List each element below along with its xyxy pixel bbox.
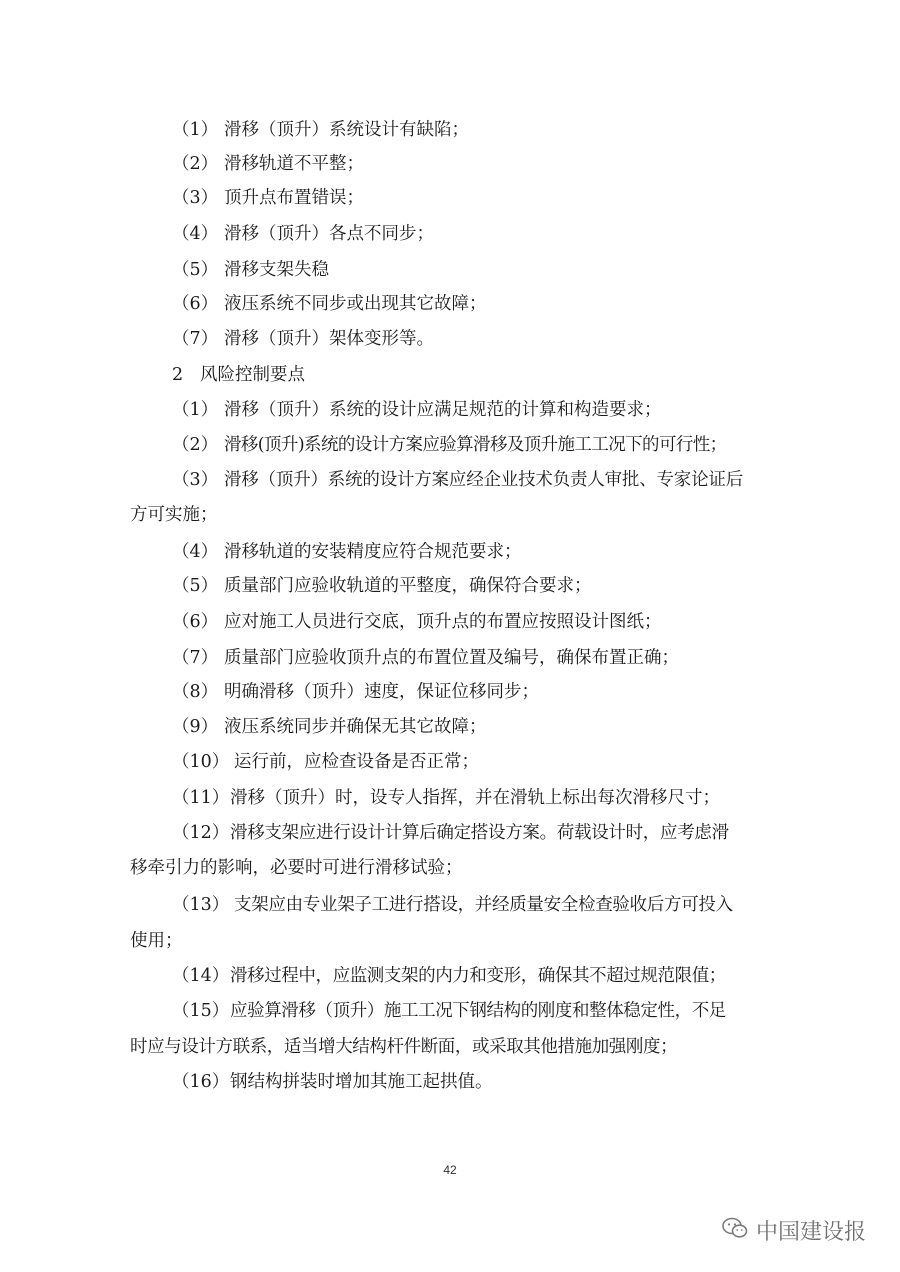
list-item	[172, 258, 329, 282]
section-number: 2	[172, 365, 184, 385]
item-text: 滑移(顶升)系统的设计方案应验算滑移及顶升施工工况下的可行性；	[224, 435, 727, 455]
item-text: 滑移轨道的安装精度应符合规范要求；	[224, 542, 522, 562]
item-text: 移牵引力的影响，必要时可进行滑移试验；	[130, 858, 463, 878]
list-item	[172, 433, 727, 457]
item-text: 方可实施；	[130, 505, 218, 525]
item-text: 明确滑移（顶升）速度，保证位移同步；	[224, 682, 539, 702]
item-text: 质量部门应验收顶升点的布置位置及编号，确保布置正确；	[224, 648, 679, 668]
item-text: 滑移（顶升）架体变形等。	[224, 329, 434, 349]
list-item	[172, 646, 679, 670]
list-item	[172, 893, 733, 917]
item-text: 应验算滑移（顶升）施工工况下钢结构的刚度和整体稳定性，不足	[230, 1001, 726, 1021]
item-number: （2）	[172, 154, 219, 174]
item-number: （6）	[172, 612, 219, 632]
list-item	[172, 964, 726, 988]
item-number: （12）	[172, 823, 230, 843]
item-text: 滑移（顶升）各点不同步；	[224, 224, 434, 244]
list-item-continuation	[130, 503, 218, 527]
item-number: （11）	[172, 788, 230, 808]
item-text: 滑移（顶升）时，设专人指挥，并在滑轨上标出每次滑移尺寸；	[230, 788, 720, 808]
item-text: 顶升点布置错误；	[224, 188, 364, 208]
list-item	[172, 821, 729, 845]
item-text: 滑移支架应进行设计计算后确定搭设方案。荷载设计时，应考虑滑	[230, 823, 729, 843]
watermark-text: 中国建设报	[756, 1220, 867, 1245]
item-number: （4）	[172, 224, 219, 244]
list-item	[172, 398, 662, 422]
list-item	[172, 574, 592, 598]
item-number: （3）	[172, 470, 219, 490]
list-item	[172, 999, 726, 1023]
list-item	[172, 610, 662, 634]
item-number: （2）	[172, 435, 219, 455]
item-text: 质量部门应验收轨道的平整度，确保符合要求；	[224, 576, 592, 596]
item-text: 液压系统同步并确保无其它故障；	[224, 717, 487, 737]
item-text: 液压系统不同步或出现其它故障；	[224, 294, 487, 314]
list-item	[172, 222, 434, 246]
item-text: 滑移轨道不平整；	[224, 154, 364, 174]
item-number: （14）	[172, 966, 230, 986]
list-item	[172, 292, 487, 316]
item-number: （16）	[172, 1072, 230, 1092]
item-number: （5）	[172, 576, 219, 596]
list-item-continuation	[130, 1035, 677, 1059]
item-number: （15）	[172, 1001, 230, 1021]
item-text: 使用；	[130, 931, 183, 951]
list-item-continuation	[130, 856, 463, 880]
item-number: （9）	[172, 717, 219, 737]
item-text: 钢结构拼装时增加其施工起拱值。	[230, 1072, 493, 1092]
list-item	[172, 680, 539, 704]
page-number: 42	[443, 1163, 457, 1177]
item-number: （8）	[172, 682, 219, 702]
item-number: （7）	[172, 648, 219, 668]
wechat-icon	[722, 1217, 756, 1245]
list-item	[172, 750, 479, 774]
item-text: 滑移（顶升）系统的设计方案应经企业技术负责人审批、专家论证后	[224, 470, 743, 490]
section-heading	[172, 363, 305, 387]
item-text: 滑移支架失稳	[224, 260, 329, 280]
item-text: 应对施工人员进行交底，顶升点的布置应按照设计图纸；	[224, 612, 662, 632]
item-text: 滑移（顶升）系统的设计应满足规范的计算和构造要求；	[224, 400, 662, 420]
list-item	[172, 715, 487, 739]
item-number: （10）	[172, 752, 230, 772]
list-item	[172, 540, 522, 564]
list-item	[172, 468, 743, 492]
item-text: 滑移过程中，应监测支架的内力和变形，确保其不超过规范限值；	[230, 966, 726, 986]
item-text: 运行前，应检查设备是否正常；	[234, 752, 479, 772]
section-title: 风险控制要点	[200, 365, 305, 385]
list-item	[172, 186, 364, 210]
list-item	[172, 786, 720, 810]
item-number: （7）	[172, 329, 219, 349]
item-number: （1）	[172, 400, 219, 420]
item-number: （6）	[172, 294, 219, 314]
list-item-continuation	[130, 929, 183, 953]
item-text: 时应与设计方联系，适当增大结构杆件断面，或采取其他措施加强刚度；	[130, 1037, 678, 1057]
item-number: （5）	[172, 260, 219, 280]
list-item	[172, 118, 469, 142]
item-number: （3）	[172, 188, 219, 208]
list-item	[172, 152, 364, 176]
watermark	[722, 1215, 866, 1246]
item-number: （4）	[172, 542, 219, 562]
item-text: 滑移（顶升）系统设计有缺陷；	[224, 120, 469, 140]
list-item	[172, 1070, 493, 1094]
item-number: （1）	[172, 120, 219, 140]
item-text: 支架应由专业架子工进行搭设，并经质量安全检查验收后方可投入	[234, 895, 733, 915]
item-number: （13）	[172, 895, 230, 915]
list-item	[172, 327, 434, 351]
